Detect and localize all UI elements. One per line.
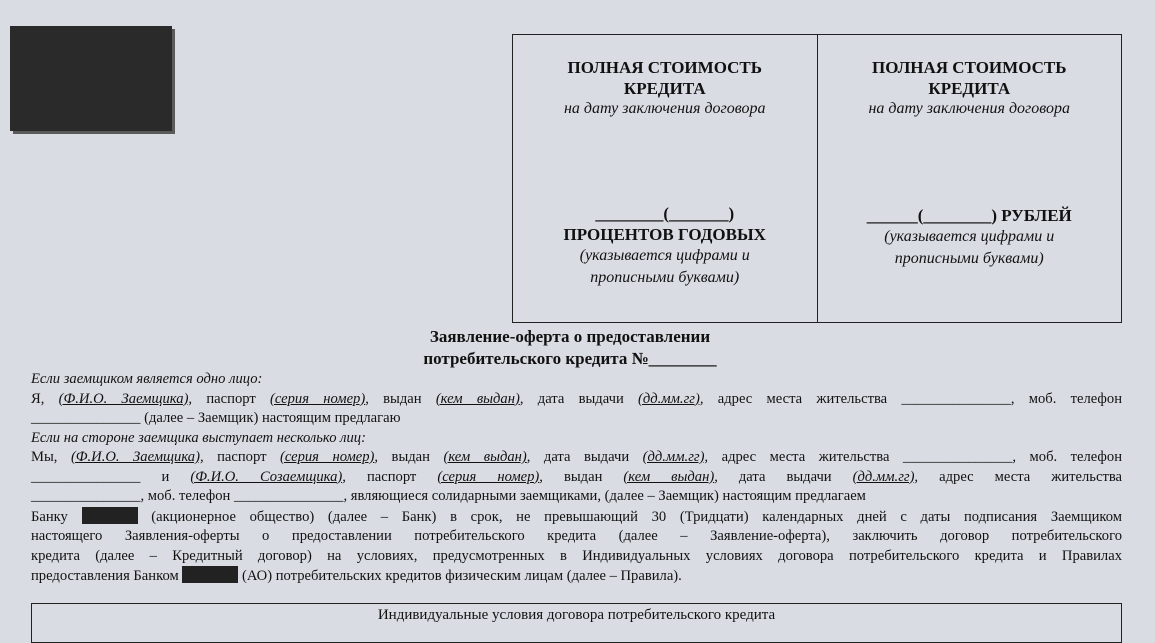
single-borrower-heading: Если заемщиком является одно лицо: xyxy=(31,371,263,387)
redacted-bank-name xyxy=(182,566,238,583)
multi-borrower-line-1: Мы, (Ф.И.О. Заемщика), паспорт (серия номер), выдан (кем выдан), дата выдачи (дд.мм.гг), адрес места жительства _______________, моб. телефон xyxy=(31,449,1122,465)
percent-note-1: (указывается цифрами и xyxy=(579,247,750,264)
application-body xyxy=(31,370,1122,587)
cost-percent-cell xyxy=(513,35,817,322)
cost-rubles-cell xyxy=(817,35,1122,322)
offer-line-2: настоящего Заявления-оферты о предоставлении потребительского кредита (далее – Заявление-оферта), заключить договор потребительского xyxy=(31,528,1122,544)
rubles-blank: ______(________) РУБЛЕЙ xyxy=(866,206,1072,225)
percent-note-2: прописными буквами) xyxy=(590,269,740,286)
cost-subtitle: на дату заключения договора xyxy=(868,100,1071,117)
offer-line-4: предоставления Банком (АО) потребительских кредитов физическим лицам (далее – Правила). xyxy=(31,568,682,584)
redacted-bank-name xyxy=(82,507,138,524)
single-borrower-line-1: Я, (Ф.И.О. Заемщика), паспорт (серия номер), выдан (кем выдан), дата выдачи (дд.мм.гг), адрес места жительства _______________, моб. телефон xyxy=(31,390,1122,407)
individual-terms-table-header: Индивидуальные условия договора потребительского кредита xyxy=(31,603,1122,643)
cost-percent-value xyxy=(513,203,817,289)
multi-borrower-line-3: _______________, моб. телефон _______________, являющиеся солидарными заемщиками, (далее – Заемщик) настоящим предлагаем xyxy=(31,488,866,504)
percent-blank: ________(_______) xyxy=(595,204,735,223)
percent-label: ПРОЦЕНТОВ ГОДОВЫХ xyxy=(563,225,766,244)
single-borrower-line-2: _______________ (далее – Заемщик) настоящим предлагаю xyxy=(31,410,401,426)
cost-rubles-value xyxy=(818,205,1122,270)
multi-borrower-line-2: _______________ и (Ф.И.О. Созаемщика), паспорт (серия номер), выдан (кем выдан), дата выдачи (дд.мм.гг), адрес места жительства xyxy=(31,468,1122,485)
multi-borrower-heading: Если на стороне заемщика выступает несколько лиц: xyxy=(31,429,366,446)
redacted-logo xyxy=(10,26,172,131)
cost-title: ПОЛНАЯ СТОИМОСТЬ КРЕДИТА xyxy=(872,58,1067,98)
rubles-note-1: (указывается цифрами и xyxy=(884,228,1055,245)
cost-subtitle: на дату заключения договора xyxy=(563,100,766,117)
cost-title: ПОЛНАЯ СТОИМОСТЬ КРЕДИТА xyxy=(567,58,762,98)
rubles-note-2: прописными буквами) xyxy=(894,250,1044,267)
offer-line-1: Банку (акционерное общество) (далее – Банк) в срок, не превышающий 30 (Тридцати) календарных дней с даты подписания Заемщиком xyxy=(31,508,1122,525)
full-credit-cost-box xyxy=(512,34,1122,323)
document-title: Заявление-оферта о предоставлении потребительского кредита №________ xyxy=(423,327,717,368)
offer-line-3: кредита (далее – Кредитный договор) на условиях, предусмотренных в Индивидуальных условиях договора потребительского кредита и Правилах xyxy=(31,547,1122,564)
